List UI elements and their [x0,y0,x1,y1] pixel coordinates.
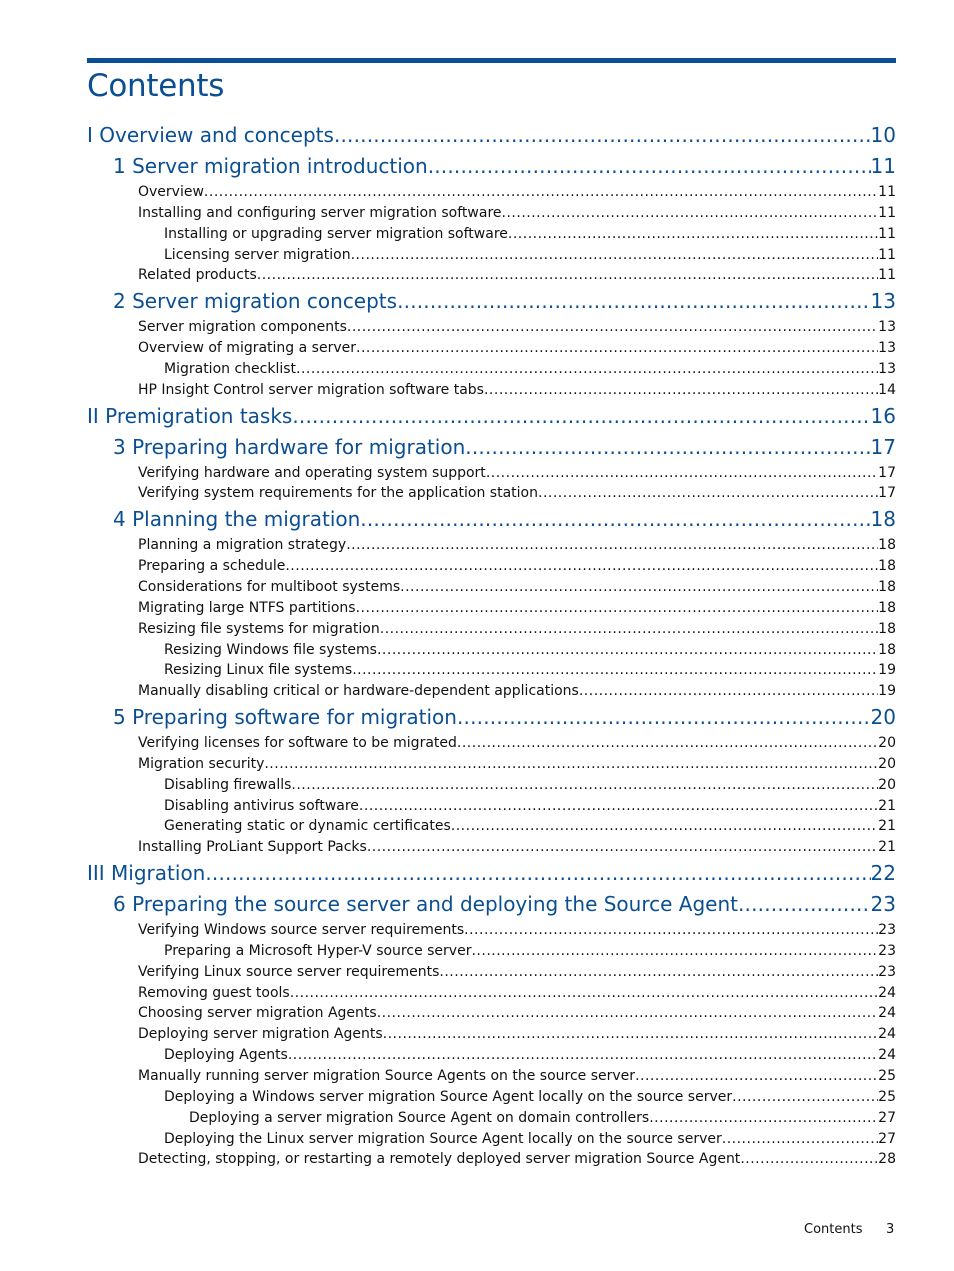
toc-entry-label: Overview [138,184,204,200]
toc-entry-label: Choosing server migration Agents [138,1005,377,1022]
toc-entry[interactable] [87,286,896,317]
toc-entry[interactable] [87,920,896,941]
toc-entry[interactable] [87,317,896,338]
toc-entry-page: 11 [878,246,896,263]
toc-entry-label: Disabling antivirus software [164,797,359,814]
toc-entry[interactable] [87,640,896,661]
toc-entry-page: 13 [870,289,896,314]
toc-leader-dots [377,640,878,661]
toc-entry-label: Planning a migration strategy [138,537,347,554]
toc-entry[interactable] [87,598,896,619]
toc-entry-page: 18 [878,578,896,595]
toc-leader-dots [285,556,878,577]
footer-page-number: 3 [886,1222,895,1237]
toc-entry-label: III Migration [87,861,206,886]
toc-leader-dots [257,265,878,286]
toc-entry-label: Installing ProLiant Support Packs [138,839,367,856]
toc-entry[interactable] [87,120,896,151]
toc-entry[interactable] [87,265,896,286]
toc-leader-dots [649,1108,878,1129]
toc-entry-label: Manually running server migration Source Agents on the source server [138,1068,636,1084]
toc-entry-label: 2 Server migration concepts [113,289,398,314]
toc-entry-label: Verifying hardware and operating system support [138,464,486,481]
toc-entry-page: 14 [878,381,896,398]
toc-entry[interactable] [87,380,896,401]
toc-entry-label: Resizing Linux file systems [164,662,353,679]
toc-leader-dots [538,483,878,504]
page-title: Contents [87,68,225,104]
toc-entry-page: 23 [878,922,896,939]
toc-entry-page: 21 [878,839,896,856]
toc-entry-page: 18 [878,537,896,554]
toc-entry-label: 5 Preparing software for migration [113,705,457,730]
toc-entry-page: 25 [878,1088,896,1105]
toc-entry[interactable] [87,151,896,182]
toc-entry-page: 19 [878,683,896,700]
toc-entry-page: 20 [878,776,896,793]
toc-leader-dots [732,1087,878,1108]
table-of-contents [87,120,896,1170]
toc-entry[interactable] [87,432,896,463]
toc-leader-dots [400,577,878,598]
toc-leader-dots [635,1066,878,1087]
toc-entry-page: 20 [878,735,896,752]
toc-entry-page: 11 [878,184,896,200]
toc-entry[interactable] [87,837,896,858]
toc-entry[interactable] [87,245,896,266]
toc-entry[interactable] [87,775,896,796]
toc-entry[interactable] [87,224,896,245]
toc-leader-dots [722,1129,878,1150]
footer-label: Contents [804,1222,863,1237]
toc-entry-label: Deploying a Windows server migration Source Agent locally on the source server [164,1088,733,1105]
toc-entry[interactable] [87,463,896,484]
toc-entry-page: 25 [878,1068,896,1084]
toc-leader-dots [383,1024,879,1045]
toc-entry-label: Generating static or dynamic certificates [164,818,451,835]
toc-leader-dots [464,920,878,941]
toc-entry-label: HP Insight Control server migration software tabs [138,381,484,398]
toc-entry-label: Deploying the Linux server migration Source Agent locally on the source server [164,1130,722,1147]
toc-entry[interactable] [87,401,896,432]
toc-entry[interactable] [87,504,896,535]
toc-entry[interactable] [87,941,896,962]
toc-entry[interactable] [87,535,896,556]
toc-leader-dots [291,775,878,796]
toc-entry[interactable] [87,1129,896,1150]
toc-entry-label: Deploying Agents [164,1047,288,1064]
toc-entry[interactable] [87,816,896,837]
toc-entry-label: Migration security [138,755,265,772]
toc-leader-dots [439,962,878,983]
toc-leader-dots [738,889,871,920]
toc-entry-page: 24 [878,984,896,1001]
toc-entry-label: 1 Server migration introduction [113,154,428,178]
toc-leader-dots [334,120,871,151]
toc-entry-label: Preparing a Microsoft Hyper-V source server [164,942,472,959]
toc-entry-page: 27 [878,1130,896,1147]
toc-entry[interactable] [87,1066,896,1087]
toc-entry-label: Resizing file systems for migration [138,620,380,637]
toc-entry-label: Server migration components [138,319,347,336]
toc-entry[interactable] [87,796,896,817]
toc-entry-page: 18 [870,507,896,532]
toc-entry-label: Installing and configuring server migration software [138,204,502,221]
toc-entry[interactable] [87,1024,896,1045]
toc-entry[interactable] [87,556,896,577]
toc-entry[interactable] [87,702,896,733]
toc-leader-dots [486,463,878,484]
toc-entry-page: 11 [878,267,896,284]
toc-entry[interactable] [87,1087,896,1108]
toc-entry-label: Migration checklist [164,360,297,377]
toc-entry-label: Verifying Linux source server requirements [138,963,440,980]
toc-leader-dots [290,983,878,1004]
toc-entry-page: 20 [870,705,896,730]
toc-leader-dots [380,619,878,640]
toc-leader-dots [579,681,878,702]
toc-entry[interactable] [87,733,896,754]
toc-entry[interactable] [87,1108,896,1129]
toc-entry[interactable] [87,660,896,681]
toc-entry-page: 23 [878,942,896,959]
toc-leader-dots [471,941,878,962]
toc-entry-label: Detecting, stopping, or restarting a remotely deployed server migration Source Agent [138,1151,741,1168]
toc-entry-page: 23 [878,963,896,980]
toc-entry-label: Disabling firewalls [164,776,292,793]
toc-entry-page: 24 [878,1005,896,1022]
toc-entry[interactable] [87,619,896,640]
toc-leader-dots [288,1045,878,1066]
toc-entry-page: 17 [878,485,896,502]
toc-entry-label: Related products [138,267,257,284]
toc-entry-label: Considerations for multiboot systems [138,578,401,595]
toc-entry-label: Migrating large NTFS partitions [138,599,356,616]
toc-entry-page: 19 [878,662,896,679]
toc-leader-dots [465,432,870,463]
toc-leader-dots [484,380,878,401]
toc-entry-page: 20 [878,755,896,772]
toc-leader-dots [359,796,878,817]
toc-leader-dots [457,733,878,754]
toc-entry[interactable] [87,338,896,359]
toc-entry-label: Verifying system requirements for the application station [138,485,538,502]
toc-leader-dots [352,660,878,681]
toc-leader-dots [740,1149,878,1170]
toc-entry-label: Overview of migrating a server [138,340,356,357]
toc-leader-dots [428,151,871,182]
toc-entry-page: 21 [878,818,896,835]
toc-entry[interactable] [87,483,896,504]
toc-entry[interactable] [87,1045,896,1066]
toc-entry-label: Installing or upgrading server migration software [164,225,508,242]
toc-entry-page: 13 [878,360,896,377]
toc-entry-label: II Premigration tasks [87,403,293,428]
toc-entry-label: 3 Preparing hardware for migration [113,434,466,459]
toc-leader-dots [347,317,878,338]
toc-entry-page: 11 [878,204,896,221]
toc-entry-label: Deploying a server migration Source Agent on domain controllers [189,1109,650,1126]
toc-entry[interactable] [87,858,896,889]
toc-entry-page: 28 [878,1151,896,1168]
toc-entry[interactable] [87,962,896,983]
toc-entry-label: Removing guest tools [138,984,290,1001]
toc-entry[interactable] [87,577,896,598]
toc-leader-dots [292,401,870,432]
toc-entry-label: Verifying licenses for software to be migrated [138,735,457,752]
toc-entry-label: Preparing a schedule [138,558,286,575]
toc-leader-dots [457,702,871,733]
toc-entry[interactable] [87,182,896,203]
toc-leader-dots [356,338,878,359]
toc-entry-page: 17 [870,434,896,459]
toc-leader-dots [397,286,870,317]
toc-entry-page: 18 [878,558,896,575]
toc-leader-dots [360,504,870,535]
toc-leader-dots [377,1003,878,1024]
toc-entry[interactable] [87,1149,896,1170]
toc-entry-page: 13 [878,319,896,336]
toc-entry[interactable] [87,359,896,380]
toc-entry-label: Licensing server migration [164,246,351,263]
toc-leader-dots [264,754,878,775]
toc-entry[interactable] [87,754,896,775]
toc-entry-page: 23 [870,892,896,917]
toc-entry-page: 24 [878,1047,896,1064]
toc-entry-page: 18 [878,599,896,616]
toc-entry-label: Resizing Windows file systems [164,641,377,658]
toc-entry-page: 11 [878,225,896,242]
toc-entry-page: 27 [878,1109,896,1126]
toc-entry[interactable] [87,889,896,920]
toc-entry-page: 21 [878,797,896,814]
toc-entry[interactable] [87,1003,896,1024]
toc-entry[interactable] [87,203,896,224]
toc-entry-page: 17 [878,464,896,481]
toc-entry-label: Manually disabling critical or hardware-dependent applications [138,683,579,700]
toc-leader-dots [351,245,879,266]
toc-entry-page: 13 [878,340,896,357]
toc-leader-dots [346,535,878,556]
toc-entry-page: 18 [878,620,896,637]
toc-entry-page: 24 [878,1026,896,1043]
toc-leader-dots [296,359,878,380]
toc-leader-dots [204,182,878,203]
toc-entry[interactable] [87,681,896,702]
toc-leader-dots [508,224,878,245]
toc-entry-label: Deploying server migration Agents [138,1026,383,1043]
toc-entry-page: 10 [870,123,896,147]
toc-entry-page: 11 [870,154,896,178]
toc-entry-label: I Overview and concepts [87,123,334,147]
toc-leader-dots [205,858,870,889]
toc-leader-dots [367,837,878,858]
top-rule [87,58,896,63]
toc-leader-dots [356,598,879,619]
toc-leader-dots [451,816,878,837]
toc-entry-label: 4 Planning the migration [113,507,361,532]
toc-entry-label: Verifying Windows source server requirements [138,922,465,939]
toc-entry[interactable] [87,983,896,1004]
toc-entry-label: 6 Preparing the source server and deploying the Source Agent [113,892,738,917]
toc-entry-page: 16 [870,403,896,428]
toc-leader-dots [502,203,879,224]
toc-entry-page: 18 [878,641,896,658]
toc-entry-page: 22 [870,861,896,886]
